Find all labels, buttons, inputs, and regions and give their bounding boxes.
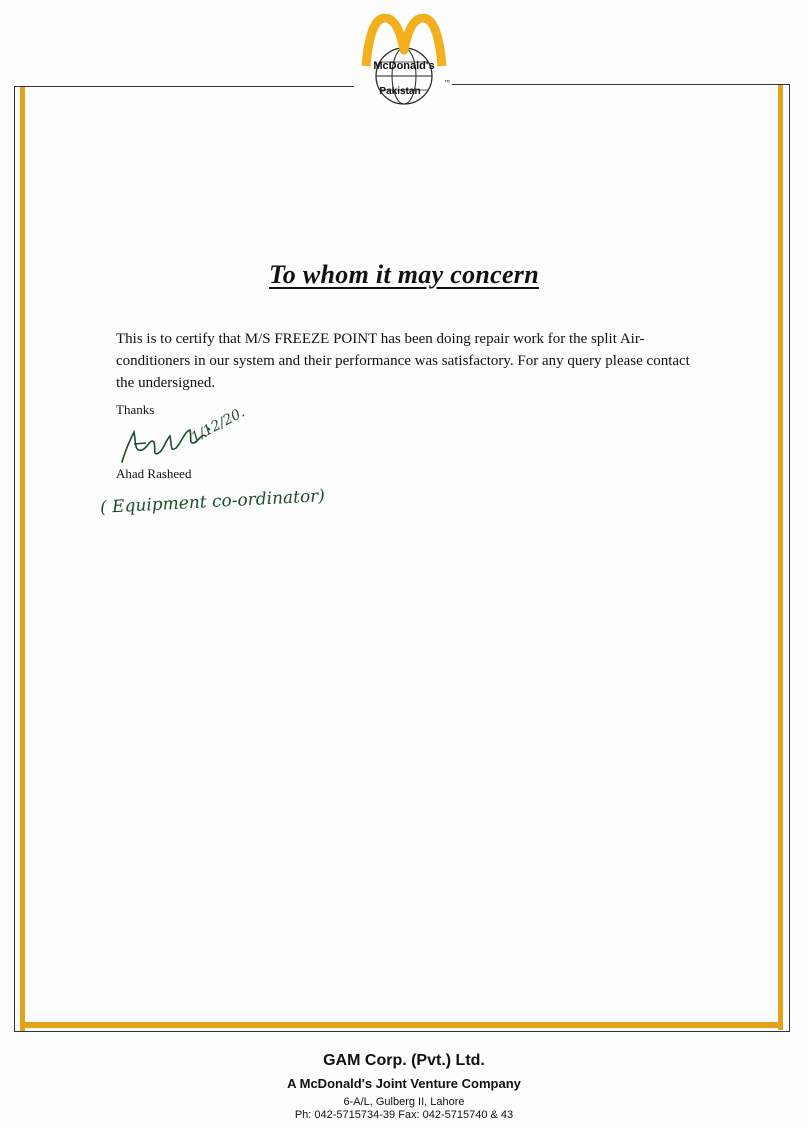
- logo-trademark: ™: [444, 80, 450, 86]
- handwritten-role: ( Equipment co-ordinator): [99, 486, 326, 518]
- footer-address: 6-A/L, Gulberg II, Lahore: [343, 1096, 465, 1108]
- letter-closing: Thanks: [116, 402, 155, 417]
- letter-body: This is to certify that M/S FREEZE POINT has been doing repair work for the split Air-conditioners in our system and their performance was satisfactory. For any query please contact the undersigned.: [116, 331, 690, 391]
- logo-brand-text: McDonald's: [373, 60, 435, 72]
- mcdonalds-pakistan-logo: [352, 14, 456, 114]
- frame-top-left-line: [14, 86, 354, 87]
- frame-bottom-line: [14, 1031, 790, 1032]
- frame-bottom-border: [20, 1022, 783, 1028]
- footer-tagline: A McDonald's Joint Venture Company: [287, 1076, 521, 1091]
- footer-company: GAM Corp. (Pvt.) Ltd.: [323, 1052, 485, 1069]
- logo-country-text: Pakistan: [379, 86, 421, 97]
- frame-left-line: [14, 86, 15, 1032]
- letter-title: To whom it may concern: [269, 260, 539, 289]
- signatory-name: Ahad Rasheed: [116, 466, 192, 481]
- frame-right-border: [778, 84, 783, 1030]
- frame-top-right-line: [452, 84, 790, 85]
- frame-right-line: [789, 84, 790, 1032]
- frame-left-border: [20, 86, 25, 1032]
- footer-phone: Ph: 042-5715734-39 Fax: 042-5715740 & 43: [294, 1109, 514, 1121]
- handwritten-date: 1/12/20.: [188, 404, 248, 446]
